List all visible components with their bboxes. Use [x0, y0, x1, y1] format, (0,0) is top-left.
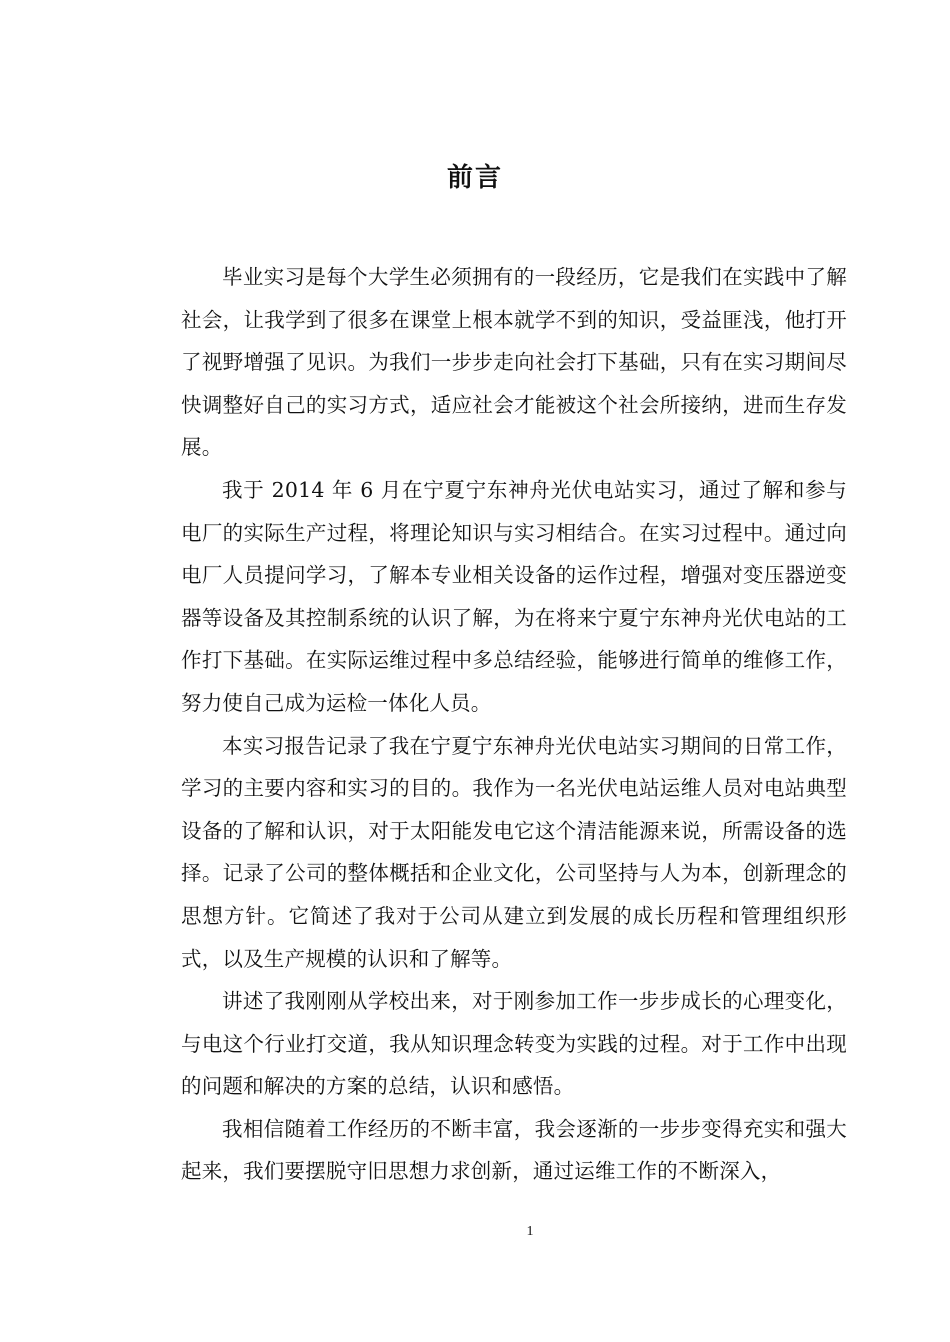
paragraph-1: 毕业实习是每个大学生必须拥有的一段经历，它是我们在实践中了解社会，让我学到了很多在课堂上根本就学不到的知识，受益匪浅，他打开了视野增强了见识。为我们一步步走向社会打下基础，只有在实习期间尽快调整好自己的实习方式，适应社会才能被这个社会所接纳，进而生存发展。	[181, 265, 847, 460]
paragraph-4: 讲述了我刚刚从学校出来，对于刚参加工作一步步成长的心理变化，与电这个行业打交道，我从知识理念转变为实践的过程。对于工作中出现的问题和解决的方案的总结，认识和感悟。	[181, 989, 847, 1099]
page-number: 1	[526, 1224, 534, 1239]
paragraph-3: 本实习报告记录了我在宁夏宁东神舟光伏电站实习期间的日常工作，学习的主要内容和实习的目的。我作为一名光伏电站运维人员对电站典型设备的了解和认识，对于太阳能发电它这个清洁能源来说，所需设备的选择。记录了公司的整体概括和企业文化，公司坚持与人为本，创新理念的思想方针。它简述了我对于公司从建立到发展的成长历程和管理组织形式，以及生产规模的认识和了解等。	[181, 733, 847, 971]
page-title: 前言	[446, 163, 503, 193]
document-body	[181, 256, 847, 1193]
paragraph-5: 我相信随着工作经历的不断丰富，我会逐渐的一步步变得充实和强大起来，我们要摆脱守旧思想力求创新，通过运维工作的不断深入，	[181, 1116, 847, 1184]
paragraph-2: 我于 2014 年 6 月在宁夏宁东神舟光伏电站实习，通过了解和参与电厂的实际生产过程，将理论知识与实习相结合。在实习过程中。通过向电厂人员提问学习，了解本专业相关设备的运作过程，增强对变压器逆变器等设备及其控制系统的认识了解，为在将来宁夏宁东神舟光伏电站的工作打下基础。在实际运维过程中多总结经验，能够进行简单的维修工作，努力使自己成为运检一体化人员。	[181, 477, 847, 715]
